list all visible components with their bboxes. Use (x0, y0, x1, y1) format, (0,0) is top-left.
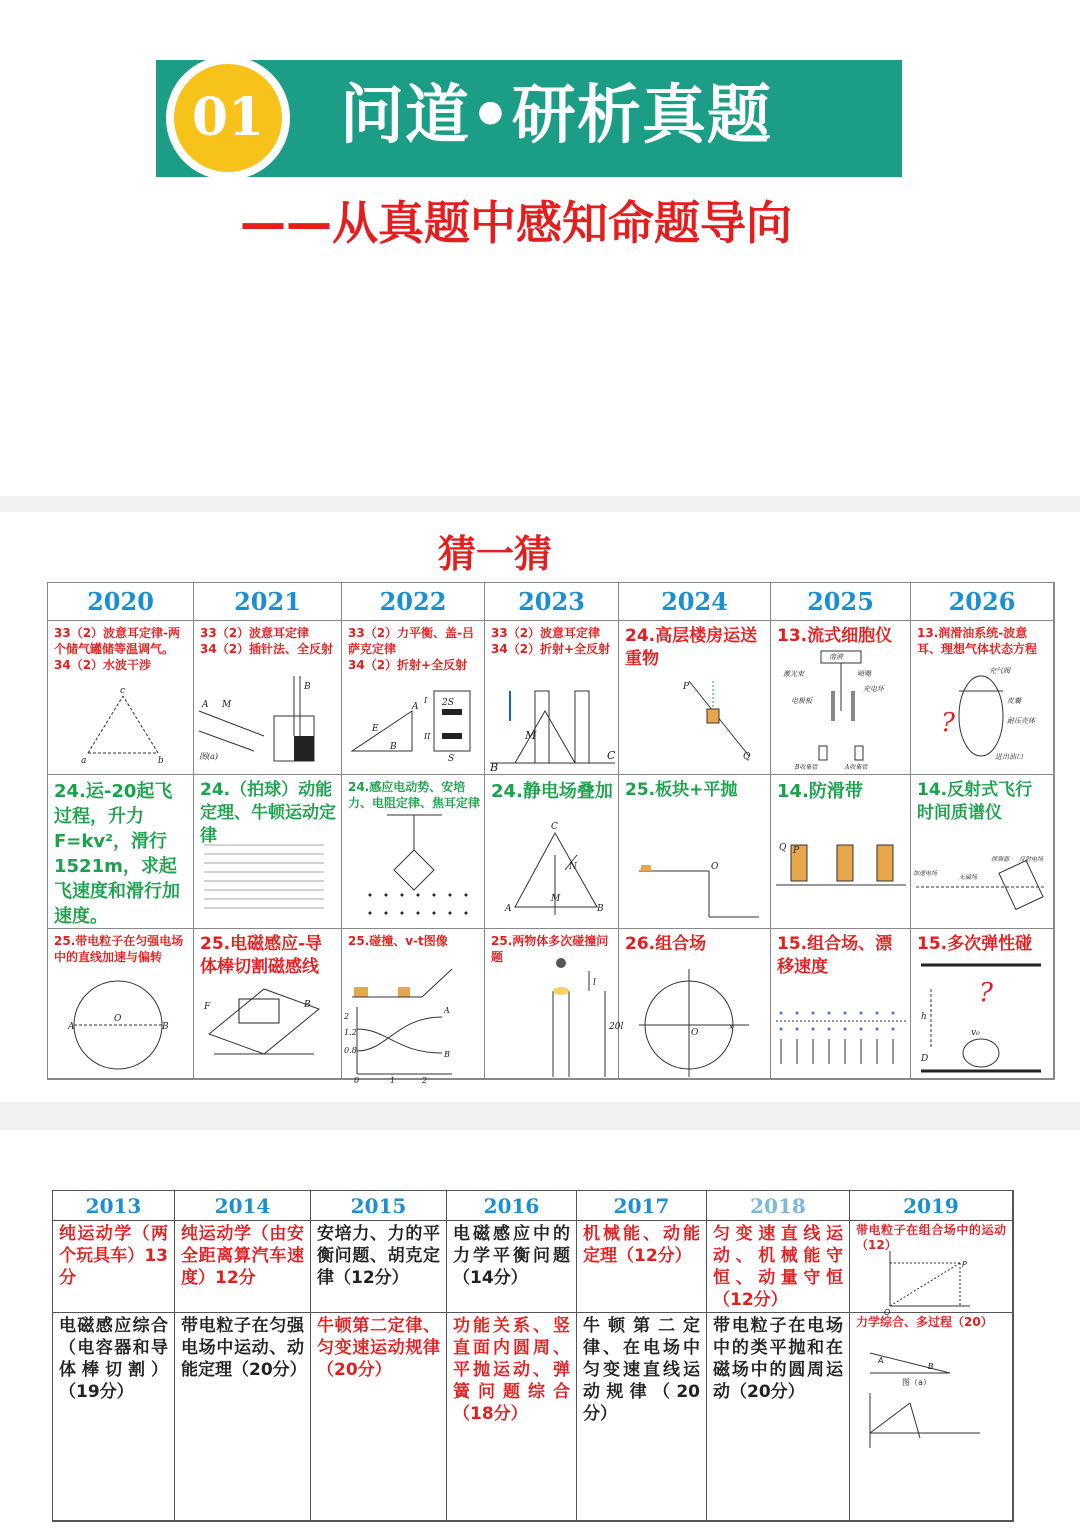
svg-text:B: B (162, 1022, 169, 1032)
svg-text:O: O (711, 862, 719, 872)
history-cell-2015-r2 (311, 1313, 447, 1521)
svg-text:M: M (551, 894, 561, 904)
year-header-2021: 2021 (194, 583, 342, 621)
svg-text:2: 2 (344, 1012, 350, 1021)
year-header-2025: 2025 (771, 583, 911, 621)
svg-text:E: E (372, 724, 379, 734)
svg-text:充气阀: 充气阀 (989, 667, 1010, 675)
problem-diagram (850, 1313, 1013, 1521)
svg-text:无磁场: 无磁场 (959, 874, 978, 881)
svg-text:Q: Q (779, 843, 787, 853)
history-topic: 带电粒子在电场中的类平抛和在磁场中的圆周运动（20分） (713, 1316, 843, 1402)
history-topic: 匀变速直线运动、机械能守恒、动量守恒（12分） (713, 1224, 843, 1310)
problem-diagram (342, 929, 485, 1085)
topic-text: 25.电磁感应-导体棒切割磁感线 (200, 934, 323, 977)
topic-text: 14.反射式飞行时间质谱仪 (917, 780, 1033, 823)
svg-text:B: B (444, 1050, 450, 1059)
year-header-2024: 2024 (619, 583, 771, 621)
guess-panel (0, 512, 1080, 1102)
svg-text:B: B (304, 682, 311, 692)
svg-text:II: II (424, 732, 431, 741)
history-cell-2019-r1 (850, 1221, 1013, 1317)
svg-text:A: A (878, 1356, 884, 1365)
year-header-2026: 2026 (911, 583, 1054, 621)
guess-cell-2023-r1 (485, 621, 619, 775)
svg-text:充电环: 充电环 (863, 685, 884, 693)
topic-text: 14.防滑带 (777, 781, 863, 802)
svg-text:探测器: 探测器 (991, 856, 1010, 863)
history-cell-2014-r2 (175, 1313, 311, 1521)
topic-text: 33（2）波意耳定律-两个储气罐储等温调气。 34（2）水波干涉 (54, 626, 181, 672)
history-year-2016: 2016 (447, 1191, 577, 1221)
history-cell-2018-r2 (707, 1313, 850, 1521)
guess-title: 猜一猜 (437, 532, 552, 576)
svg-text:图(a): 图(a) (199, 752, 219, 761)
fig-label: 图（a） (902, 1378, 931, 1387)
svg-text:M: M (222, 700, 232, 710)
svg-text:C: C (607, 749, 616, 762)
history-topic: 机械能、动能定理（12分） (583, 1224, 700, 1266)
history-topic: 牛顿第二定律、匀变速运动规律（20分） (317, 1316, 440, 1380)
guess-cell-2020-r2 (48, 775, 194, 929)
history-topic: 功能关系、竖直面内圆周、平抛运动、弹簧问题综合（18分） (453, 1316, 570, 1424)
svg-text:1.2: 1.2 (344, 1028, 357, 1037)
history-topic: 安培力、力的平衡问题、胡克定律（12分） (317, 1224, 440, 1288)
history-year-2013: 2013 (53, 1191, 175, 1221)
svg-text:A: A (68, 1022, 75, 1032)
history-year-2018: 2018 (707, 1191, 850, 1221)
topic-text: 24.（拍球）动能定理、牛顿运动定律 (200, 780, 336, 846)
topic-text: 24.感应电动势、安培力、电阻定律、焦耳定律 (348, 780, 481, 810)
topic-text: 13.流式细胞仪 (777, 626, 893, 646)
svg-text:1: 1 (390, 1076, 396, 1085)
svg-text:进出油口: 进出油口 (995, 753, 1023, 761)
svg-text:c: c (120, 686, 126, 696)
guess-cell-2023-r3 (485, 929, 624, 1079)
svg-text:F: F (204, 1002, 211, 1012)
svg-text:O: O (691, 1028, 699, 1038)
svg-text:B: B (390, 742, 397, 752)
guess-table (47, 582, 1055, 1085)
svg-text:N: N (569, 862, 577, 872)
guess-cell-2020-r1 (48, 621, 194, 775)
topic-text: 25.带电粒子在匀强电场中的直线加速与偏转 (54, 934, 184, 964)
topic-text: 24.高层楼房运送重物 (625, 626, 758, 669)
svg-text:I: I (424, 696, 428, 705)
svg-text:2: 2 (422, 1076, 428, 1085)
svg-text:皮囊: 皮囊 (1007, 697, 1021, 705)
history-topic: 牛顿第二定律、在电场中匀变速直线运动规律（20分） (583, 1316, 700, 1424)
history-cell-2016-r2 (447, 1313, 577, 1521)
svg-text:?: ? (979, 978, 993, 1008)
guess-cell-2022-r2 (342, 775, 485, 929)
topic-text: 33（2）波意耳定律 34（2）插针法、全反射 (200, 626, 334, 656)
svg-text:P: P (793, 846, 800, 856)
history-year-2015: 2015 (311, 1191, 447, 1221)
topic-text: 25.两物体多次碰撞问题 (491, 934, 609, 964)
svg-text:B: B (928, 1362, 934, 1371)
svg-text:20l: 20l (609, 1022, 624, 1032)
history-topic: 带电粒子在匀强电场中运动、动能定理（20分） (181, 1316, 307, 1380)
svg-text:A: A (444, 1006, 450, 1015)
svg-text:A: A (412, 702, 419, 712)
svg-text:B: B (597, 904, 604, 914)
guess-cell-2023-r2 (485, 775, 619, 929)
svg-text:x: x (729, 1022, 734, 1031)
number-badge (166, 56, 290, 180)
guess-cell-2024-r1 (619, 621, 771, 775)
history-topic: 电磁感应中的力学平衡问题（14分） (453, 1224, 570, 1288)
topic-text: 33（2）波意耳定律 34（2）折射+全反射 (491, 626, 611, 656)
history-topic: 力学综合、多过程（20） (856, 1315, 993, 1329)
svg-text:加速电场: 加速电场 (913, 870, 938, 877)
year-header-2020: 2020 (48, 583, 194, 621)
topic-text: 15.多次弹性碰 (917, 934, 1033, 954)
svg-text:?: ? (941, 708, 955, 738)
svg-text:A收集管: A收集管 (845, 764, 868, 771)
guess-cell-2021-r1 (194, 621, 342, 775)
title-panel (0, 0, 1080, 496)
guess-cell-2022-r1 (342, 621, 485, 775)
svg-text:激光束: 激光束 (783, 670, 804, 678)
svg-text:2S: 2S (442, 698, 454, 708)
svg-text:l: l (593, 978, 596, 988)
sub-title: ——从真题中感知命题导向 (240, 196, 792, 250)
main-title: 问道•研析真题 (340, 79, 772, 153)
svg-text:反射电场: 反射电场 (1019, 856, 1044, 863)
history-cell-2019-r2 (850, 1313, 1013, 1521)
svg-text:B收集管: B收集管 (795, 764, 818, 771)
topic-text: 26.组合场 (625, 934, 707, 954)
guess-cell-2026-r3 (911, 929, 1054, 1079)
guess-cell-2020-r3 (48, 929, 194, 1079)
svg-text:0: 0 (354, 1076, 360, 1085)
topic-text: 33（2）力平衡、盖-吕萨克定律 34（2）折射+全反射 (348, 626, 475, 672)
history-cell-2013-r2 (53, 1313, 175, 1521)
svg-text:b: b (158, 756, 164, 766)
svg-text:S: S (448, 754, 455, 764)
history-cell-2013-r1 (53, 1221, 175, 1313)
guess-cell-2024-r3 (619, 929, 771, 1079)
topic-text: 25.板块+平抛 (625, 780, 738, 800)
svg-text:Q: Q (743, 752, 751, 762)
history-topic: 纯运动学（两个玩具车）13分 (59, 1224, 168, 1288)
svg-text:P: P (962, 1260, 967, 1269)
topic-text: 24.运-20起飞过程，升力F=kv²，滑行1521m，求起飞速度和滑行加速度。 (54, 781, 180, 927)
svg-text:B: B (304, 1000, 311, 1010)
svg-text:C: C (551, 822, 558, 832)
history-cell-2016-r1 (447, 1221, 577, 1313)
topic-text: 25.碰撞、v-t图像 (348, 934, 448, 948)
guess-cell-2021-r2 (194, 775, 342, 929)
year-header-2022: 2022 (342, 583, 485, 621)
svg-text:A: A (202, 700, 209, 710)
badge-number: 01 (174, 64, 282, 172)
history-topic: 纯运动学（由安全距离算汽车速度）12分 (181, 1224, 304, 1288)
history-year-2019: 2019 (850, 1191, 1013, 1221)
svg-text:溶液: 溶液 (829, 653, 843, 661)
year-header-2023: 2023 (485, 583, 619, 621)
guess-cell-2026-r2 (911, 775, 1054, 929)
svg-text:耐压壳体: 耐压壳体 (1007, 717, 1035, 725)
history-year-2014: 2014 (175, 1191, 311, 1221)
history-cell-2015-r1 (311, 1221, 447, 1313)
svg-text:h: h (921, 1012, 927, 1022)
svg-text:O: O (114, 1014, 122, 1024)
history-cell-2018-r1 (707, 1221, 850, 1313)
svg-text:v₀: v₀ (971, 1028, 980, 1038)
svg-text:O: O (884, 1308, 891, 1317)
guess-cell-2025-r2 (771, 775, 911, 929)
topic-text: 15.组合场、漂移速度 (777, 934, 893, 977)
topic-text: 24.静电场叠加 (491, 781, 613, 802)
svg-text:M: M (525, 729, 537, 742)
history-table (52, 1190, 1014, 1522)
history-topic: 带电粒子在组合场中的运动（12） (856, 1223, 1006, 1252)
svg-text:a: a (81, 756, 87, 766)
history-panel (0, 1130, 1080, 1536)
svg-text:B: B (490, 761, 499, 774)
svg-text:P: P (683, 682, 690, 692)
guess-cell-2022-r3 (342, 929, 485, 1085)
svg-text:A: A (505, 904, 512, 914)
guess-cell-2024-r2 (619, 775, 771, 929)
svg-text:0.8: 0.8 (344, 1046, 357, 1055)
history-topic: 电磁感应综合（电容器和导体棒切割）（19分） (59, 1316, 168, 1402)
history-cell-2014-r1 (175, 1221, 311, 1313)
svg-text:D: D (921, 1054, 929, 1064)
topic-text: 13.润滑油系统-波意耳、理想气体状态方程 (917, 626, 1038, 656)
history-cell-2017-r1 (577, 1221, 707, 1313)
guess-cell-2025-r3 (771, 929, 911, 1079)
history-cell-2017-r2 (577, 1313, 707, 1521)
guess-cell-2026-r1 (911, 621, 1054, 775)
svg-text:喷嘴: 喷嘴 (857, 670, 871, 678)
guess-cell-2021-r3 (194, 929, 342, 1079)
guess-cell-2025-r1 (771, 621, 911, 775)
history-year-2017: 2017 (577, 1191, 707, 1221)
svg-text:电极板: 电极板 (791, 697, 812, 705)
